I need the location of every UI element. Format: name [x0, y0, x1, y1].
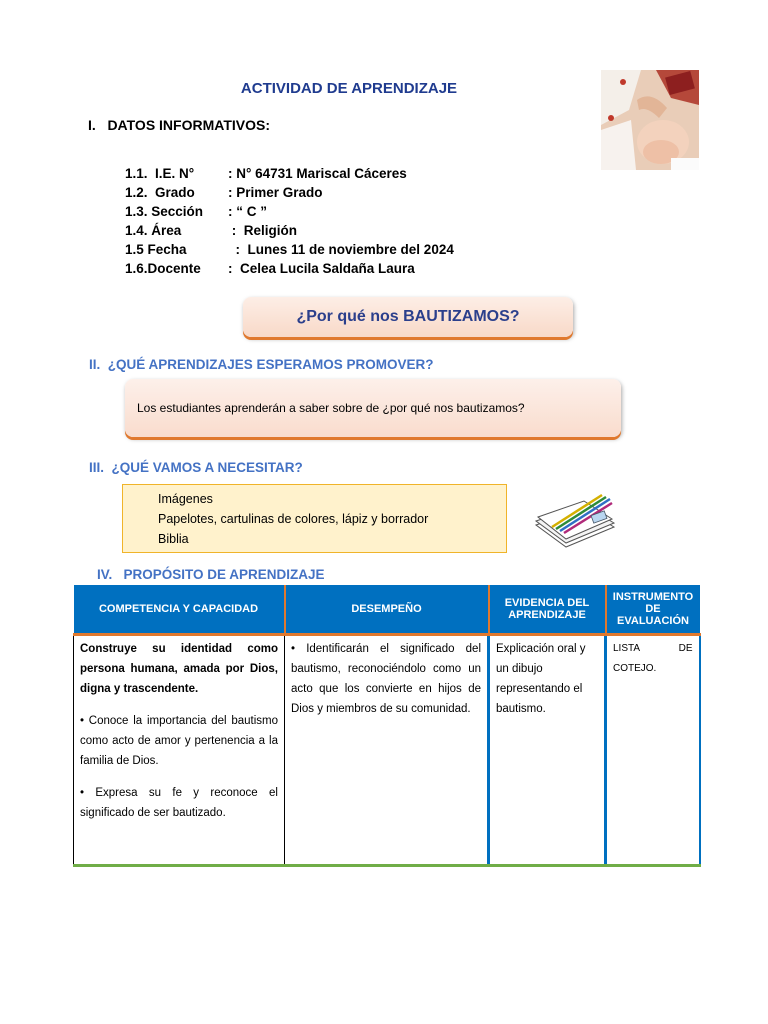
desempeno-text: • Identificarán el significado del bautismo, reconociéndolo como un acto que los convierte en hijos de Dios y miembros de su comunidad.	[291, 643, 481, 715]
question-text: ¿Por qué nos BAUTIZAMOS?	[296, 308, 520, 325]
materials-box	[122, 484, 507, 553]
cell-evidencia: Explicación oral y un dibujo representando el bautismo.	[489, 635, 606, 866]
info-key: 1.1. I.E. N°	[125, 166, 195, 181]
materials-item: Imágenes	[158, 492, 213, 506]
section-necesitar-heading: III. ¿QUÉ VAMOS A NECESITAR?	[89, 460, 303, 475]
info-value: : Lunes 11 de noviembre del 2024	[228, 242, 454, 257]
materials-item: Biblia	[158, 532, 189, 546]
info-row	[125, 164, 454, 183]
learning-goal-box	[125, 379, 621, 437]
section-aprendizajes-heading: II. ¿QUÉ APRENDIZAJES ESPERAMOS PROMOVER?	[89, 357, 434, 372]
header-instrumento: INSTRUMENTO DE EVALUACIÓN	[606, 585, 700, 635]
info-key: 1.6.Docente	[125, 261, 201, 276]
cell-instrumento: LISTA DE COTEJO.	[606, 635, 700, 866]
info-row	[125, 202, 454, 221]
competencia-text: Construye su identidad como persona humana, amada por Dios, digna y trascendente.	[80, 643, 278, 695]
table-row	[74, 635, 700, 866]
info-value: : Primer Grado	[228, 185, 323, 200]
info-row	[125, 259, 454, 278]
info-value: : Celea Lucila Saldaña Laura	[228, 261, 415, 276]
cell-competencia	[74, 635, 285, 866]
header-desempeno: DESEMPEÑO	[285, 585, 489, 635]
info-value: : N° 64731 Mariscal Cáceres	[228, 166, 407, 181]
info-key: 1.5 Fecha	[125, 242, 187, 257]
info-key: 1.4. Área	[125, 223, 182, 238]
cell-desempeno	[285, 635, 489, 866]
section-proposito-heading: IV. PROPÓSITO DE APRENDIZAJE	[97, 567, 325, 582]
info-row	[125, 183, 454, 202]
info-row	[125, 221, 454, 240]
page-title: ACTIVIDAD DE APRENDIZAJE	[240, 80, 458, 97]
info-value: : “ C ”	[228, 204, 267, 219]
section-datos-heading: I. DATOS INFORMATIVOS:	[88, 117, 270, 133]
question-banner	[243, 297, 573, 337]
info-value: : Religión	[228, 223, 297, 238]
info-key: 1.2. Grado	[125, 185, 195, 200]
header-competencia: COMPETENCIA Y CAPACIDAD	[74, 585, 285, 635]
capacidad-item: • Expresa su fe y reconoce el significado de ser bautizado.	[80, 787, 278, 819]
info-row	[125, 240, 454, 259]
capacidad-item: • Conoce la importancia del bautismo como acto de amor y pertenencia a la familia de Dios.	[80, 715, 278, 767]
baptism-photo	[601, 70, 699, 170]
books-pencils-icon	[528, 487, 618, 549]
learning-goal-text: Los estudiantes aprenderán a saber sobre de ¿por qué nos bautizamos?	[137, 401, 525, 415]
table-header-row	[74, 585, 700, 635]
info-key: 1.3. Sección	[125, 204, 204, 219]
purpose-table	[73, 585, 701, 867]
materials-item: Papelotes, cartulinas de colores, lápiz y borrador	[158, 512, 429, 526]
informative-data-list	[125, 164, 454, 278]
header-evidencia: EVIDENCIA DEL APRENDIZAJE	[489, 585, 606, 635]
